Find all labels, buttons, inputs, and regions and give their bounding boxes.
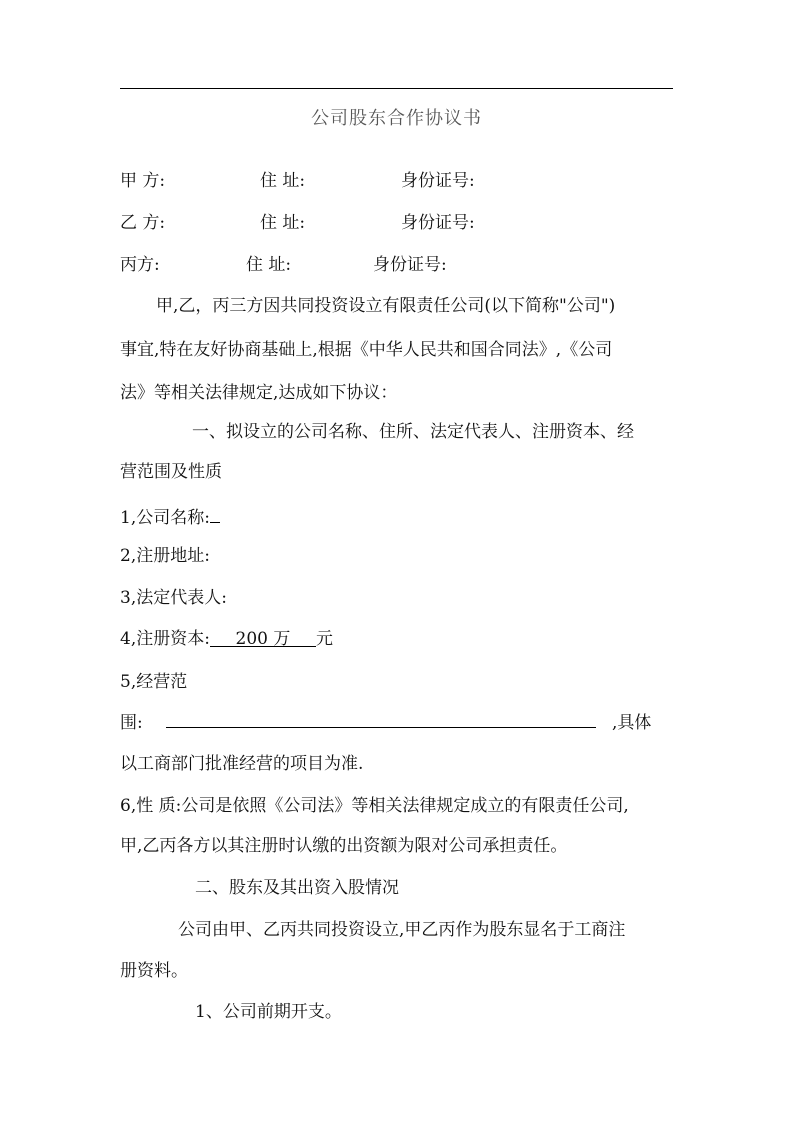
section2-heading: 二、股东及其出资入股情况 [195,878,399,898]
party-b-address-label: 住 址: [260,213,306,233]
business-scope-blank [166,727,596,728]
registered-capital-label: 4,注册资本: [120,629,210,649]
legal-representative-item: 3,法定代表人: [120,588,227,608]
party-c-id-label: 身份证号: [373,255,447,275]
company-nature-line-1: 6,性 质:公司是依照《公司法》等相关法律规定成立的有限责任公司, [120,796,629,816]
company-name-label: 1,公司名称: [120,508,210,528]
registered-capital-value: 200 万 [210,628,316,647]
registered-capital-item [120,628,333,650]
company-name-blank [210,504,220,523]
company-name-item [120,504,220,529]
document-title: 公司股东合作协议书 [311,108,482,129]
party-c-address-label: 住 址: [246,255,292,275]
header-rule [120,88,673,89]
company-nature-line-2: 甲,乙丙各方以其注册时认缴的出资额为限对公司承担责任。 [120,836,568,856]
business-scope-suffix: ,具体 [612,713,652,733]
section1-heading-line-1: 一、拟设立的公司名称、住所、法定代表人、注册资本、经 [192,422,634,442]
business-scope-note: 以工商部门批准经营的项目为准. [120,754,364,774]
preamble-line-3: 法》等相关法律规定,达成如下协议： [120,383,398,403]
section2-para-line-2: 册资料。 [120,961,188,981]
party-b-id-label: 身份证号: [401,213,475,233]
party-a-id-label: 身份证号: [401,171,475,191]
registered-capital-unit: 元 [315,629,333,649]
registered-address-item: 2,注册地址: [120,546,210,566]
preamble-line-2: 事宜,特在友好协商基础上,根据《中华人民共和国合同法》,《公司 [120,340,613,360]
section2-para-line-1: 公司由甲、乙丙共同投资设立,甲乙丙作为股东显名于工商注 [178,920,626,940]
business-scope-label-2: 围: [120,713,143,733]
party-b-label: 乙 方: [120,213,166,233]
party-c-label: 丙方: [120,255,160,275]
section1-heading-line-2: 营范围及性质 [120,462,222,482]
party-a-address-label: 住 址: [260,171,306,191]
section2-item-1: 1、公司前期开支。 [195,1002,342,1022]
preamble-line-1: 甲,乙，丙三方因共同投资设立有限责任公司(以下简称"公司") [156,296,616,316]
business-scope-label-1: 5,经营范 [120,672,188,692]
party-a-label: 甲 方: [120,171,166,191]
